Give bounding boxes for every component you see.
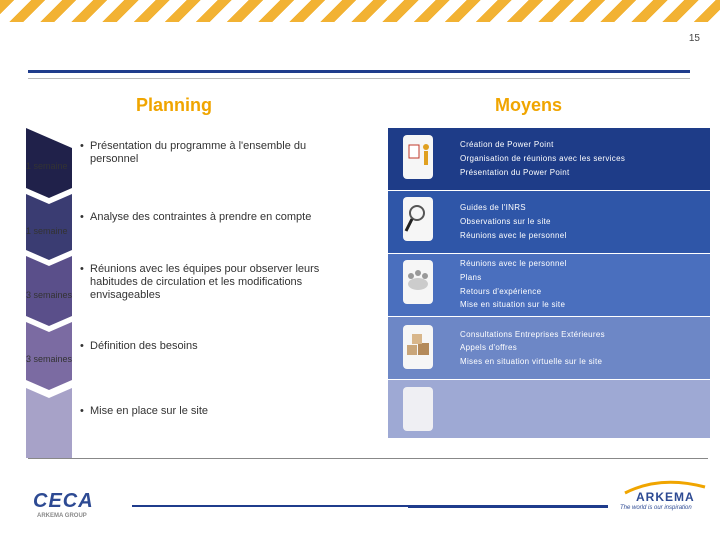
- slide-number: 15: [688, 33, 700, 44]
- ceca-logo: CECA: [33, 490, 94, 512]
- moyens-title: Moyens: [495, 95, 563, 115]
- moyens-text: Création de Power Point: [460, 140, 554, 149]
- footer-rule: [28, 458, 708, 459]
- presentation-icon: [403, 135, 433, 179]
- moyens-text: Observations sur le site: [460, 217, 551, 226]
- moyens-text: Réunions avec le personnel: [460, 231, 567, 240]
- blank-icon: [403, 387, 433, 431]
- moyens-row-4: [388, 317, 710, 379]
- planning-title: Planning: [136, 95, 212, 115]
- boxes-icon: [403, 325, 433, 369]
- planning-bullet-2: • Analyse des contraintes à prendre en compte: [80, 211, 312, 223]
- duration-3: 3 semaines: [26, 290, 73, 300]
- planning-bullet-4: • Définition des besoins: [80, 340, 198, 352]
- moyens-text: Plans: [460, 273, 482, 282]
- arkema-logo: ARKEMA: [636, 490, 695, 504]
- moyens-text: Réunions avec le personnel: [460, 259, 567, 268]
- duration-1: 1 semaine: [26, 161, 68, 171]
- moyens-text: Organisation de réunions avec les services: [460, 154, 626, 163]
- arkema-tagline: The world is our inspiration: [620, 505, 692, 511]
- moyens-text: Appels d'offres: [460, 343, 518, 352]
- planning-bullet-5: • Mise en place sur le site: [80, 405, 208, 417]
- moyens-text: Guides de l'INRS: [460, 203, 526, 212]
- ceca-logo-subtitle: ARKEMA GROUP: [37, 513, 87, 519]
- duration-4: 3 semaines: [26, 354, 73, 364]
- moyens-text: Retours d'expérience: [460, 287, 542, 296]
- moyens-text: Consultations Entreprises Extérieures: [460, 330, 605, 339]
- header-rule-thin: [28, 78, 690, 79]
- footer-blue-rule-thick: [408, 505, 608, 508]
- chevron-5: [26, 388, 72, 458]
- moyens-text: Présentation du Power Point: [460, 168, 570, 177]
- meeting-icon: [403, 260, 433, 304]
- hazard-stripe-banner: [0, 0, 720, 22]
- moyens-text: Mises en situation virtuelle sur le site: [460, 357, 603, 366]
- moyens-text: Mise en situation sur le site: [460, 300, 566, 309]
- header-rule: [28, 70, 690, 73]
- planning-bullet-1: • Présentation du programme à l'ensemble du personnel: [80, 140, 307, 165]
- planning-bullet-3: • Réunions avec les équipes pour observer leurs habitudes de circulation et les modifications envisageables: [80, 263, 320, 301]
- duration-2: 1 semaine: [26, 226, 68, 236]
- magnifier-icon: [403, 197, 433, 241]
- moyens-row-5: [388, 380, 710, 438]
